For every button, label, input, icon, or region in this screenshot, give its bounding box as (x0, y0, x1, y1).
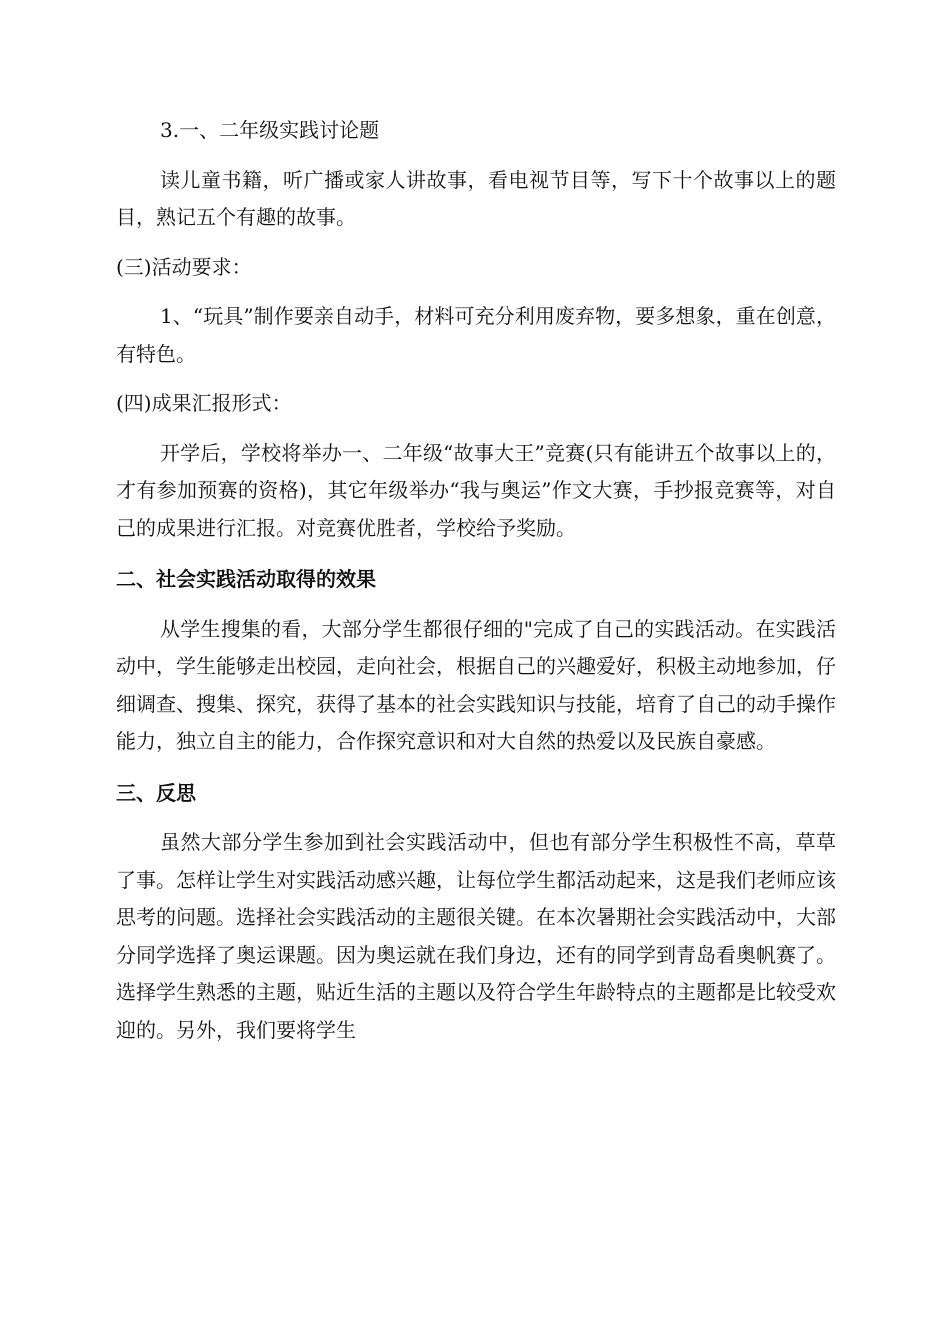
report-text: 开学后，学校将举办一、二年级“故事大王”竞赛(只有能讲五个故事以上的，才有参加预赛的资格)，其它年级举办“我与奥运”作文大赛，手抄报竞赛等，对自己的成果进行汇报。对竞赛优胜者，学校给予奖励。 (116, 440, 836, 540)
heading-reflection: 三、反思 (116, 780, 196, 805)
requirement-1: 1、“玩具”制作要亲自动手，材料可充分利用废弃物，要多想象，重在创意，有特色。 (116, 304, 836, 366)
heading-effects: 二、社会实践活动取得的效果 (116, 567, 376, 591)
effect-text: 从学生搜集的看，大部分学生都很仔细的"完成了自己的实践活动。在实践活动中，学生能够走出校园，走向社会，根据自己的兴趣爱好，积极主动地参加，仔细调查、搜集、探究，获得了基本的社会实践知识与技能，培育了自己的动手操作能力，独立自主的能力，合作探究意识和对大自然的热爱以及民族自豪感。 (116, 616, 836, 753)
document-page (116, 112, 836, 1049)
section-3-title: (三)活动要求： (116, 254, 252, 279)
reflection-text: 虽然大部分学生参加到社会实践活动中，但也有部分学生积极性不高，草草了事。怎样让学生对实践活动感兴趣，让每位学生都活动起来，这是我们老师应该思考的问题。选择社会实践活动的主题很关键。在本次暑期社会实践活动中，大部分同学选择了奥运课题。因为奥运就在我们身边，还有的同学到青岛看奥帆赛了。选择学生熟悉的主题，贴近生活的主题以及符合学生年龄特点的主题都是比较受欢迎的。另外，我们要将学生 (116, 830, 836, 1042)
section-4-title: (四)成果汇报形式： (116, 391, 292, 415)
item-3-text: 读儿童书籍，听广播或家人讲故事，看电视节目等，写下十个故事以上的题目，熟记五个有趣的故事。 (116, 167, 836, 229)
item-3-title: 3.一、二年级实践讨论题 (160, 118, 380, 142)
